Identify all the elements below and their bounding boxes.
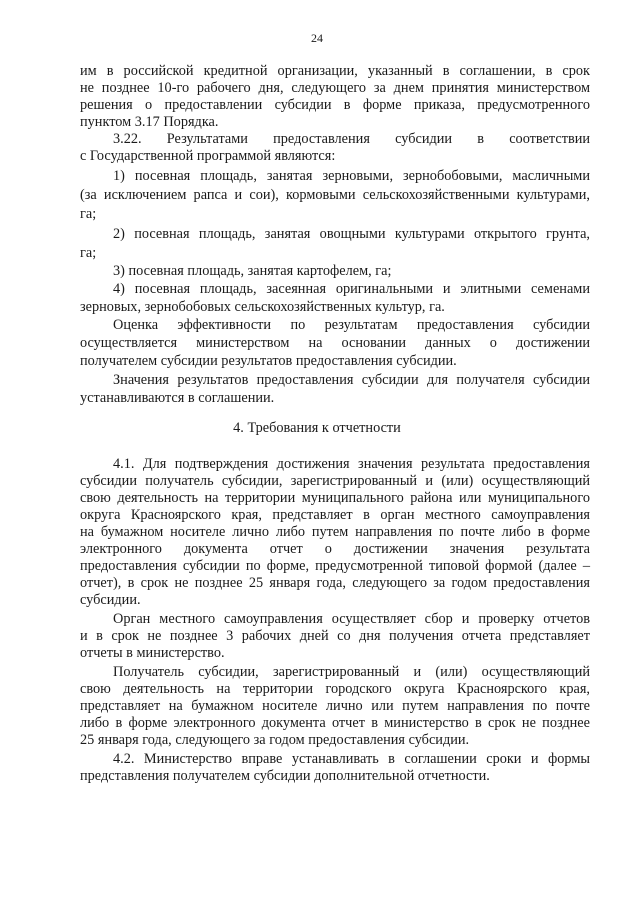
text-line: свою деятельность на территории муниципального района или муниципального	[80, 490, 590, 506]
text-line: 4.1. Для подтверждения достижения значения результата предоставления	[113, 456, 590, 472]
text-line: осуществляется министерством на основании данных о достижении	[80, 335, 590, 351]
text-line: представления получателем субсидии дополнительной отчетности.	[80, 768, 490, 784]
text-line: предоставления субсидии по форме, предусмотренной типовой формой (далее –	[80, 558, 590, 574]
text-line: представляет на бумажном носителе лично или путем направления по почте	[80, 698, 590, 714]
text-line: свою деятельность на территории городского округа Красноярского края,	[80, 681, 590, 697]
text-line: отчеты в министерство.	[80, 645, 225, 661]
text-line: округа Красноярского края, представляет в орган местного самоуправления	[80, 507, 590, 523]
text-line: га;	[80, 245, 97, 261]
text-line: решения о предоставлении субсидии в форме приказа, предусмотренного	[80, 97, 590, 113]
text-line: 3.22. Результатами предоставления субсидии в соответствии	[113, 131, 590, 147]
text-line: с Государственной программой являются:	[80, 148, 336, 164]
text-line: либо в форме электронного документа отчет в министерство в срок не позднее	[80, 715, 590, 731]
text-line: им в российской кредитной организации, указанный в соглашении, в срок	[80, 63, 590, 79]
text-line: (за исключением рапса и сои), кормовыми сельскохозяйственными культурами,	[80, 187, 590, 203]
text-line: 2) посевная площадь, занятая овощными культурами открытого грунта,	[113, 226, 590, 242]
text-line: Значения результатов предоставления субсидии для получателя субсидии	[113, 372, 590, 388]
text-line: отчет), в срок не позднее 25 января года, следующего за годом предоставления	[80, 575, 590, 591]
text-line: пунктом 3.17 Порядка.	[80, 114, 219, 130]
text-line: 4) посевная площадь, засеянная оригинальными и элитными семенами	[113, 281, 590, 297]
text-line: зерновых, зернобобовых сельскохозяйственных культур, га.	[80, 299, 445, 315]
text-line: Орган местного самоуправления осуществляет сбор и проверку отчетов	[113, 611, 590, 627]
text-line: 3) посевная площадь, занятая картофелем, га;	[113, 263, 392, 279]
page-number: 24	[311, 31, 323, 45]
text-line: получателем субсидии результатов предоставления субсидии.	[80, 353, 457, 369]
text-line: устанавливаются в соглашении.	[80, 390, 275, 406]
text-line: 4.2. Министерство вправе устанавливать в соглашении сроки и формы	[113, 751, 590, 767]
text-line: на бумажном носителе лично либо путем направления по почте либо в форме	[80, 524, 590, 540]
text-line: га;	[80, 206, 97, 222]
text-line: 25 января года, следующего за годом предоставления субсидии.	[80, 732, 470, 748]
text-line: Оценка эффективности по результатам предоставления субсидии	[113, 317, 590, 333]
text-line: субсидии.	[80, 592, 141, 608]
text-line: не позднее 10-го рабочего дня, следующего за днем принятия министерством	[80, 80, 590, 96]
section-heading: 4. Требования к отчетности	[233, 420, 401, 436]
text-line: электронного документа отчет о достижении значения результата	[80, 541, 590, 557]
text-line: 1) посевная площадь, занятая зерновыми, зернобобовыми, масличными	[113, 168, 590, 184]
text-line: субсидии получатель субсидии, зарегистрированный и (или) осуществляющий	[80, 473, 590, 489]
text-line: и в срок не позднее 3 рабочих дней со дня получения отчета представляет	[80, 628, 590, 644]
text-line: Получатель субсидии, зарегистрированный и (или) осуществляющий	[113, 664, 590, 680]
